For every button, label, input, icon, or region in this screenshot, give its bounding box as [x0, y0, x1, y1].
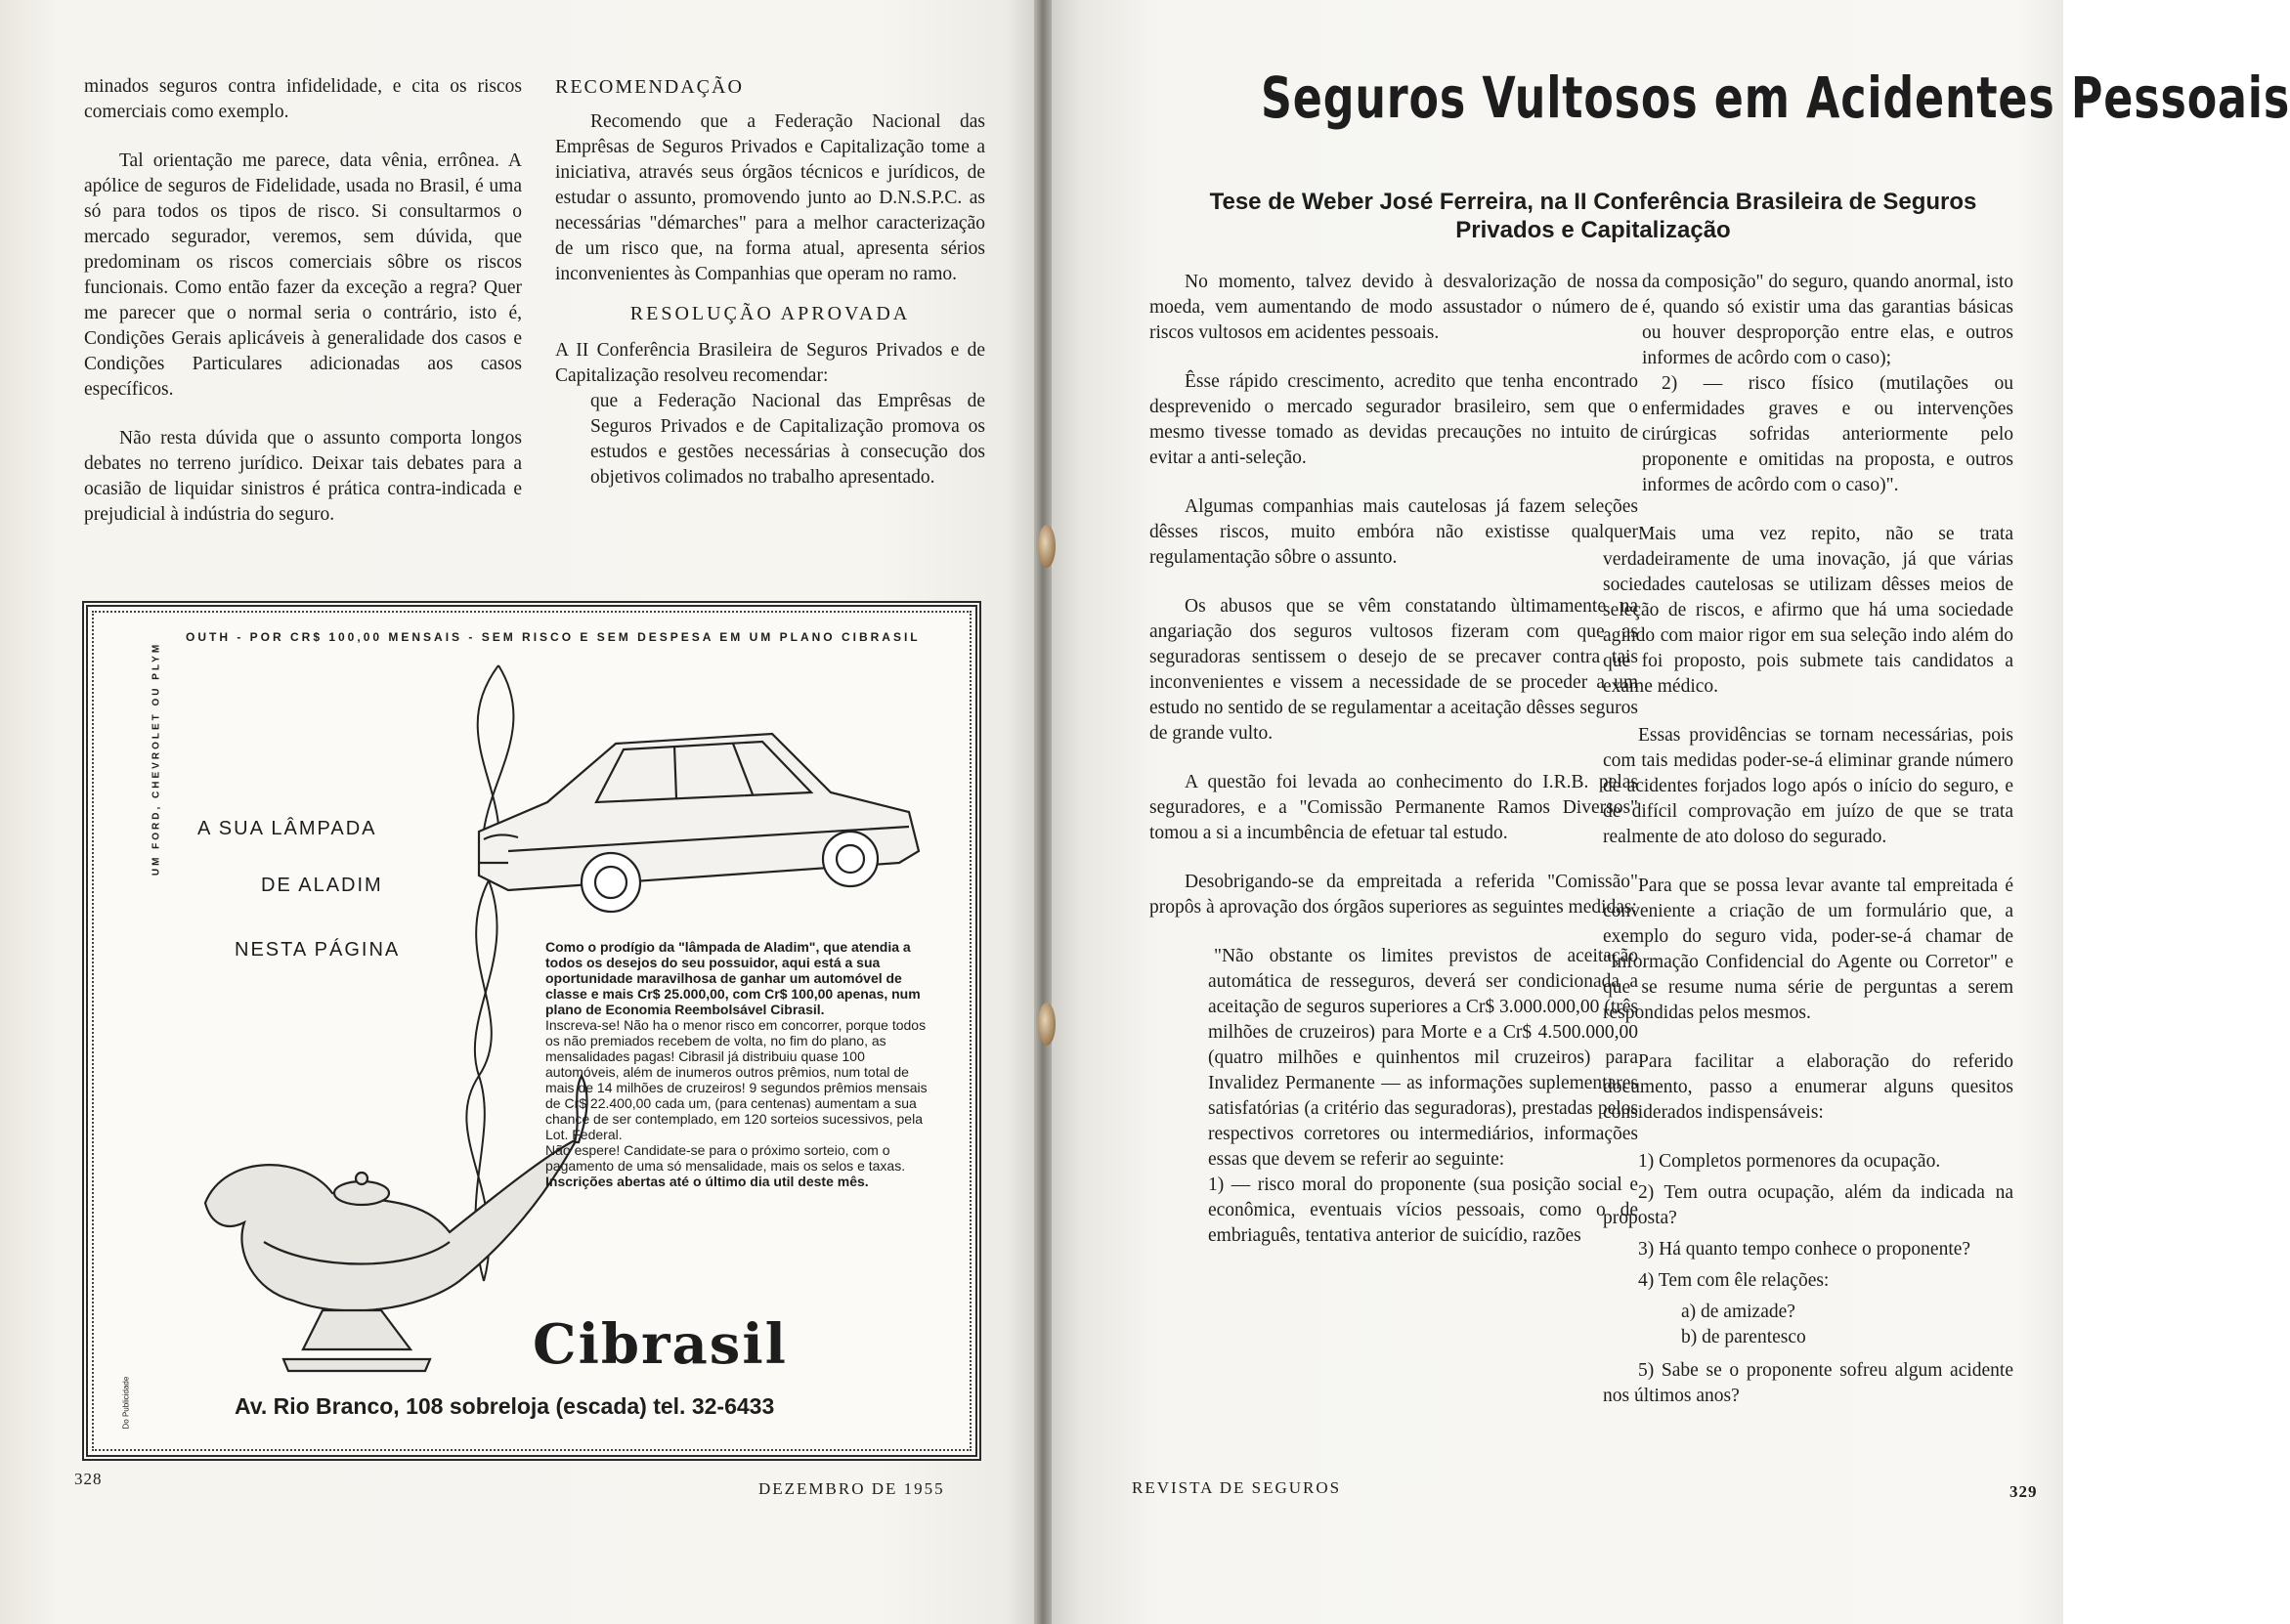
ad-top-line: OUTH - POR CR$ 100,00 MENSAIS - SEM RISCO E SEM DESPESA EM UM PLANO CIBRASIL — [186, 630, 921, 644]
ad-lamp-line-3: NESTA PÁGINA — [235, 939, 401, 961]
questions-list — [1603, 1149, 2013, 1409]
paragraph: Tal orientação me parece, data vênia, errônea. A apólice de seguros de Fidelidade, usada no Brasil, é uma só para todos os tipos de risco. Si consultarmos o mercado segurador, veremos, sem dúvida, que predominam os riscos comerciais sôbre os riscos funcionais. Como então fazer da exceção a regra? Quer me parecer que o normal seria o contrário, isto é, Condições Gerais aplicáveis à generalidade dos casos e Condições Particulares adicionadas aos casos específicos. — [84, 150, 522, 400]
left-page — [0, 0, 1042, 1624]
paragraph: Desobrigando-se da empreitada a referida "Comissão" propôs à aprovação dos órgãos superiores as seguintes medidas: — [1149, 872, 1638, 918]
ad-credit — [121, 1342, 133, 1430]
ad-credit-text: Do Publicidade — [121, 1376, 131, 1430]
right-column-1 — [1149, 270, 1638, 1272]
section-heading-resolucao: RESOLUÇÃO APROVADA — [629, 303, 911, 324]
paragraph: minados seguros contra infidelidade, e cita os riscos comerciais como exemplo. — [84, 76, 522, 122]
list-item: 2) Tem outra ocupação, além da indicada na proposta? — [1603, 1182, 2013, 1228]
cibrasil-logo: Cibrasil — [533, 1312, 788, 1377]
ad-body-text — [545, 939, 934, 1189]
ad-lamp-line-2: DE ALADIM — [261, 875, 383, 896]
ad-lamp-line-1: A SUA LÂMPADA — [197, 818, 377, 839]
paragraph: No momento, talvez devido à desvalorização de nossa moeda, vem aumentando de modo assustador o número de riscos vultosos em acidentes pessoais. — [1149, 272, 1638, 343]
staple-icon — [1038, 1003, 1056, 1046]
paragraph: A II Conferência Brasileira de Seguros Privados e de Capitalização resolveu recomendar: — [555, 340, 985, 386]
staple-icon — [1038, 525, 1056, 568]
paragraph: Essas providências se tornam necessárias, pois com tais medidas poder-se-á eliminar grande número de acidentes forjados logo após o início do seguro, e de difícil comprovação em juízo de que se trata realmente de ato doloso do segurado. — [1603, 725, 2013, 847]
paragraph: A questão foi levada ao conhecimento do I.R.B. pelas seguradores, e a "Comissão Permanente Ramos Diversos" tomou a si a incumbência de efetuar tal estudo. — [1149, 772, 1638, 843]
paragraph: Mais uma vez repito, não se trata verdadeiramente de uma inovação, já que várias sociedades cautelosas se utilizam dêsses meios de seleção de riscos, e afirmo que há uma sociedade agindo com maior rigor em sua seleção indo além do que foi proposto, pois submete tais candidatos a exame médico. — [1603, 524, 2013, 697]
left-column-1 — [84, 74, 522, 551]
right-column-2 — [1603, 270, 2013, 1415]
quoted-measures — [1149, 944, 1638, 1249]
ad-side-text: UM FORD, CHEVROLET OU PLYM — [151, 641, 162, 876]
article-subtitle: Tese de Weber José Ferreira, na II Conferência Brasileira de Seguros Privados e Capitalização — [1209, 189, 1977, 243]
list-item: 3) Há quanto tempo conhece o proponente? — [1638, 1239, 1971, 1260]
paragraph: Algumas companhias mais cautelosas já fazem seleções dêsses riscos, muito embóra não existisse qualquer regulamentação sôbre o assunto. — [1149, 496, 1638, 568]
paragraph: Recomendo que a Federação Nacional das Emprêsas de Seguros Privados e Capitalização tome a iniciativa, através seus órgãos técnicos e jurídicos, de estudar o assunto, promovendo junto ao D.N.S.P.C. as necessárias "démarches" para a melhor caracterização de um risco que, na forma atual, apresenta sérios inconvenientes às Companhias que operam no ramo. — [555, 111, 985, 284]
page-number-right: 329 — [2009, 1482, 2038, 1501]
paragraph: da composição" do seguro, quando anormal, isto é, quando só existir uma das garantias básicas ou houver desproporção entre elas, e outros informes de acôrdo com o caso); — [1642, 272, 2013, 368]
paragraph: Não resta dúvida que o assunto comporta longos debates no terreno jurídico. Deixar tais debates para a ocasião de liquidar sinistros é prática contra-indicada e prejudicial à indústria do seguro. — [84, 428, 522, 525]
section-heading-recomendacao: RECOMENDAÇÃO — [555, 76, 744, 98]
list-subitem: b) de parentesco — [1681, 1327, 1806, 1347]
list-subitem: a) de amizade? — [1681, 1302, 1795, 1322]
ad-body-paragraph-2: Inscreva-se! Não ha o menor risco em concorrer, porque todos os não premiados recebem de volta, no fim do plano, as mensalidades pagas! Cibrasil já distribuiu quase 100 automóveis, além de inumeros outros prêmios, num total de mais de 14 milhões de cruzeiros! 9 segundos prêmios mensais de Cr$ 22.400,00 cada um, (para centenas) aumentam a sua chance de ser contemplado, em 120 sorteios sucessivos, pela Lot. Federal. — [545, 1017, 928, 1142]
book-gutter — [1034, 0, 1052, 1624]
car-illustration-icon — [479, 734, 919, 912]
ad-body-bold-line: Inscrições abertas até o último dia util deste mês. — [545, 1174, 869, 1189]
magazine-name: REVISTA DE SEGUROS — [1132, 1478, 1342, 1497]
paragraph: Êsse rápido crescimento, acredito que tenha encontrado desprevenido o mercado segurador brasileiro, sem que o mesmo tivesse tomado as devidas precauções no intuito de evitar a anti-seleção. — [1149, 371, 1638, 468]
paragraph: 2) — risco físico (mutilações ou enfermidades graves e ou intervenções cirúrgicas sofridas anteriormente pelo proponente e omitidas na proposta, e outros informes de acôrdo com o caso)". — [1642, 373, 2013, 495]
list-item: 1) Completos pormenores da ocupação. — [1638, 1151, 1941, 1172]
paragraph: que a Federação Nacional das Emprêsas de Seguros Privados e de Capitalização promova os estudos e gestões necessárias à consecução dos objetivos colimados no trabalho apresentado. — [590, 391, 985, 488]
magic-lamp-icon — [205, 1076, 587, 1371]
list-item: 5) Sabe se o proponente sofreu algum acidente nos últimos anos? — [1603, 1360, 2013, 1406]
ad-body-paragraph-3: Não espere! Candidate-se para o próximo sorteio, com o pagamento de uma só mensalidade, mais os selos e taxas. — [545, 1142, 906, 1174]
paragraph: Para que se possa levar avante tal empreitada é conveniente a criação de um formulário que, a exemplo do seguro vida, poder-se-á chamar de "Informação Confidencial do Agente ou Corretor" e que se resume numa série de perguntas a serem respondidas pelos mesmos. — [1603, 876, 2013, 1023]
cibrasil-advertisement — [82, 601, 981, 1461]
article-title: Seguros Vultosos em Acidentes Pessoais — [1261, 64, 2290, 131]
quote-paragraph: "Não obstante os limites previstos de aceitação automática de resseguros, deverá ser condicionada a aceitação de seguros superiores a Cr$ 3.000.000,00 (três milhões de cruzeiros) para Morte e a Cr$ 4.500.000,00 (quatro milhões e quinhentos mil cruzeiros) para Invalidez Permanente — as informações suplementares satisfatórias (a critério das seguradoras), prestadas pelos respectivos corretores ou intermediários, informações essas que devem se referir ao seguinte: — [1208, 946, 1638, 1170]
quote-paragraph: 1) — risco moral do proponente (sua posição social e econômica, eventuais vícios pessoais, como o de embriaguês, tentativa anterior de suicídio, razões — [1208, 1175, 1638, 1246]
issue-date: DEZEMBRO DE 1955 — [758, 1479, 945, 1498]
paragraph: Para facilitar a elaboração do referido documento, passo a enumerar alguns quesitos considerados indispensáveis: — [1603, 1051, 2013, 1123]
ad-body-paragraph-1: Como o prodígio da "lâmpada de Aladim", que atendia a todos os desejos do seu possuidor, aqui está a sua oportunidade maravilhosa de ganhar um automóvel de classe e mais Cr$ 25.000,00, com Cr$ 100,00 apenas, num plano de Economia Reembolsável Cibrasil. — [545, 939, 921, 1017]
paragraph: Os abusos que se vêm constatando ùltimamente na angariação dos seguros vultosos fizeram com que as seguradoras sentissem o desejo de se precaver contra tais inconvenientes e vissem a necessidade de se proceder a um estudo no sentido de se regulamentar a aceitação dêsses seguros de grande vulto. — [1149, 596, 1638, 744]
list-item: 4) Tem com êle relações: — [1638, 1270, 1830, 1291]
page-number-left: 328 — [74, 1470, 103, 1488]
left-column-2 — [555, 74, 985, 514]
ad-address: Av. Rio Branco, 108 sobreloja (escada) tel. 32-6433 — [235, 1393, 775, 1419]
